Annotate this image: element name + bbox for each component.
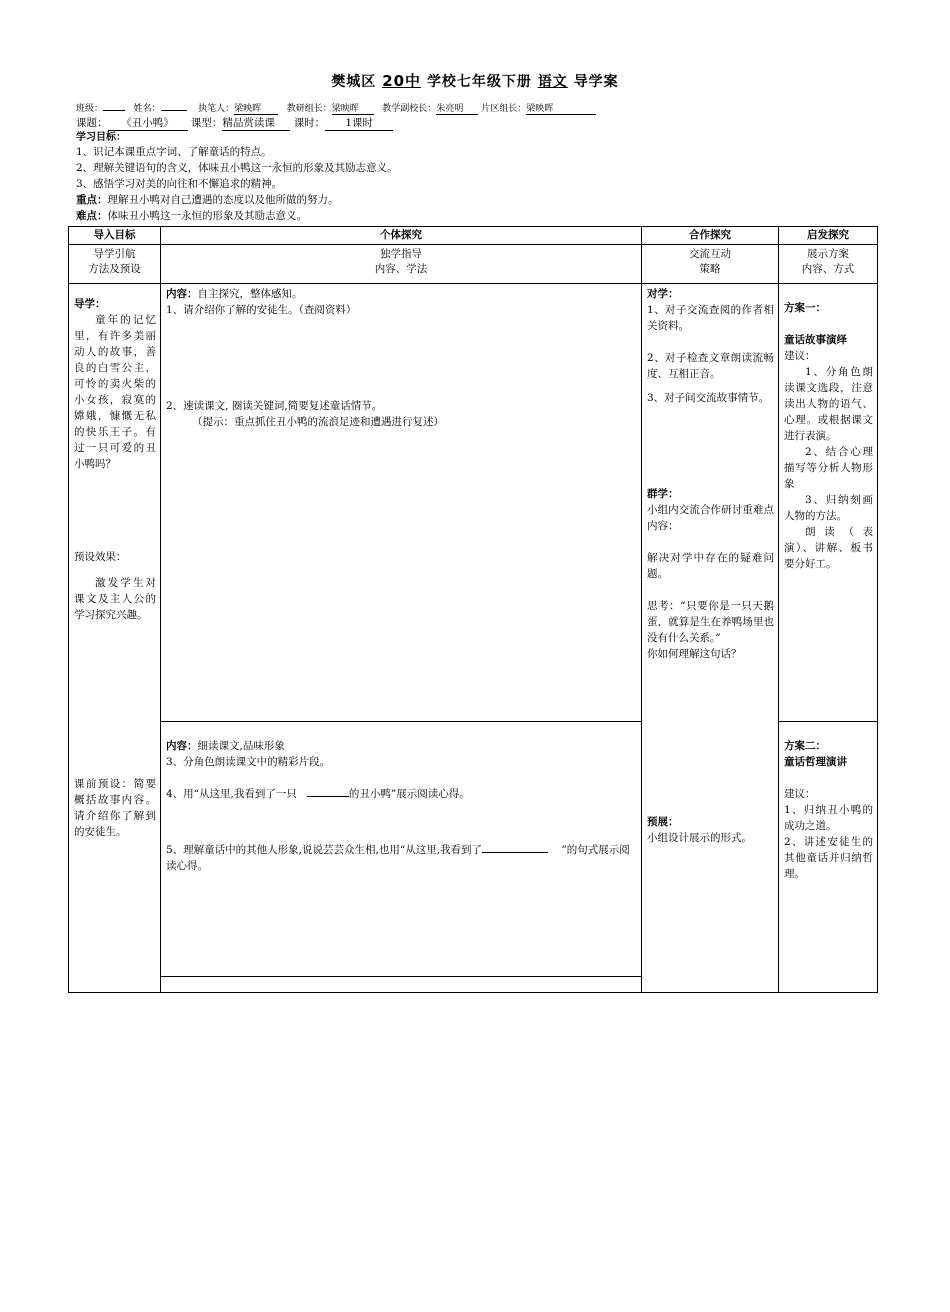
plan-2-item: 1、归纳丑小鸭的成功之道。: [784, 804, 873, 832]
goal-item: 2、理解关键语句的含义，体味丑小鸭这一永恒的形象及其励志意义。: [76, 162, 398, 174]
plan-1-item: 1、分角色朗读课文选段，注意读出人物的语气、心理。或根据课文进行表演。: [784, 366, 873, 442]
page-title: [0, 70, 950, 91]
pair-item: 1、对子交流查阅的作者相关资料。: [647, 304, 774, 332]
question-1: 1、请介绍你了解的安徒生。（查阅资料）: [166, 304, 357, 316]
plan-2-label: 方案二：: [784, 740, 826, 752]
individual-cell-1: [161, 284, 642, 722]
type-label: 课型：: [190, 117, 223, 129]
question-2-hint: （提示：重点抓住丑小鸭的流浪足迹和遭遇进行复述）: [192, 416, 444, 428]
key-label: 重点：: [76, 194, 108, 206]
vice-value: 朱亮明: [436, 101, 478, 115]
title-doc-type: 导学案: [573, 74, 619, 90]
title-school-number: 20中: [382, 72, 422, 90]
district-value: 梁映晖: [526, 101, 596, 115]
pre-class-text: 课前预设：简要概括故事内容。请介绍你了解到的安徒生。: [74, 778, 156, 838]
content-line: 内容：自主探究，整体感知。: [166, 288, 303, 300]
key-point: [76, 192, 876, 208]
individual-cell-2: [161, 722, 642, 977]
plan-2-item: 2、讲述安徒生的其他童话并归纳哲理。: [784, 836, 873, 880]
class-field: [103, 100, 125, 111]
title-subject: 语文: [537, 74, 568, 90]
plan-1-item: 3、归纳刻画人物的方法。: [784, 494, 873, 522]
group-label: 群学：: [647, 488, 679, 500]
subheader-cell: 导学引航 方法及预设: [69, 245, 161, 284]
plan-2-advice: 建议：: [784, 788, 816, 800]
goals-heading: 学习目标：: [76, 132, 126, 143]
group-item: 解决对学中存在的疑难问题。: [647, 552, 774, 580]
class-label: 班级：: [76, 104, 104, 114]
guide-label: 导学：: [74, 298, 106, 310]
hours-value: 1课时: [325, 115, 393, 131]
plan-1-item: 2、结合心理描写等分析人物形象: [784, 446, 873, 490]
header-cooperative: 合作探究: [642, 227, 779, 245]
preset-text: 激发学生对课文及主人公的学习探究兴趣。: [74, 577, 156, 621]
vice-label: 教学副校长：: [382, 104, 437, 114]
table-subheader-row: [69, 245, 878, 284]
title-district: 樊城区: [331, 74, 377, 90]
plan-1-advice: 建议：: [784, 350, 816, 362]
name-label: 姓名：: [133, 104, 161, 114]
subheader-cell: 独学指导 内容、学法: [161, 245, 642, 284]
goal-item: 3、感悟学习对美的向往和不懈追求的精神。: [76, 178, 283, 190]
subheader-cell: 交流互动 策略: [642, 245, 779, 284]
writer-value: 梁映晖: [234, 101, 278, 115]
individual-cell-3: [161, 977, 642, 993]
content-line: 内容：细读课文,品味形象: [166, 740, 285, 752]
topic-value: 《丑小鸭》: [108, 115, 188, 131]
hours-label: 课时：: [293, 117, 326, 129]
preset-label: 预设效果：: [74, 551, 127, 563]
show-plan-1-cell: [779, 284, 878, 722]
pair-item: 3、对子间交流故事情节。: [647, 392, 770, 404]
subheader-cell: 展示方案 内容、方式: [779, 245, 878, 284]
question-2: 2、速读课文, 圈读关键词,简要复述童话情节。: [166, 400, 383, 412]
table-header-row: [69, 227, 878, 245]
plan-1-item: 朗读（表演）、讲解、板书要分好工。: [784, 526, 873, 570]
key-text: 理解丑小鸭对自己遭遇的态度以及他所做的努力。: [107, 194, 339, 206]
lesson-line: [76, 115, 393, 131]
preview-text: 小组设计展示的形式。: [647, 832, 752, 844]
question-3: 3、分角色朗读课文中的精彩片段。: [166, 756, 331, 768]
writer-label: 执笔人：: [198, 104, 235, 114]
intro-column-cell: [69, 284, 161, 993]
goal-item: 1、识记本课重点字词、了解童话的特点。: [76, 146, 272, 158]
topic-label: 课题：: [76, 117, 108, 129]
research-value: 梁映晖: [332, 101, 374, 115]
plan-1-title: 童话故事演绎: [784, 334, 847, 346]
plan-1-label: 方案一：: [784, 302, 826, 314]
diff-text: 体味丑小鸭这一永恒的形象及其励志意义。: [107, 210, 307, 222]
plan-2-title: 童话哲理演讲: [784, 756, 847, 768]
group-item: 思考：“只要你是一只天鹅蛋，就算是生在养鸭场里也没有什么关系。”: [647, 600, 774, 644]
research-label: 教研组长：: [286, 104, 332, 114]
district-label: 片区组长：: [481, 104, 527, 114]
preview-label: 预展：: [647, 816, 679, 828]
learning-goals: [76, 131, 876, 224]
header-individual: 个体探究: [161, 227, 642, 245]
type-value: 精品赏读课: [222, 115, 290, 131]
difficult-point: [76, 208, 876, 224]
question-5: 5、理解童话中的其他人形象,说说芸芸众生相,也用“从这里,我看到了 ”的句式展示阅读心得。: [166, 844, 630, 872]
guide-text: 童年的记忆里，有许多美丽动人的故事，善良的白雪公主，可怜的卖火柴的小女孩，寂寞的嫦娥，慷慨无私的快乐王子。有过一只可爱的丑小鸭吗？: [74, 314, 156, 470]
cooperative-cell: [642, 284, 779, 993]
show-plan-2-cell: [779, 722, 878, 993]
name-field: [161, 100, 187, 111]
pair-label: 对学：: [647, 288, 679, 300]
question-4: 4、用“从这里,我看到了一只 的丑小鸭”展示阅读心得。: [166, 788, 470, 800]
header-inspire: 启发探究: [779, 227, 878, 245]
meta-line: [76, 100, 596, 115]
diff-label: 难点：: [76, 210, 108, 222]
content-row-1: [69, 284, 878, 722]
group-item: 你如何理解这句话？: [647, 648, 742, 660]
header-intro-goal: 导入目标: [69, 227, 161, 245]
pair-item: 2、对子检查文章朗读流畅度、互相正音。: [647, 352, 774, 380]
title-grade: 学校七年级下册: [426, 74, 532, 90]
study-plan-table: [68, 226, 878, 993]
group-item: 小组内交流合作研讨重难点内容：: [647, 504, 774, 532]
